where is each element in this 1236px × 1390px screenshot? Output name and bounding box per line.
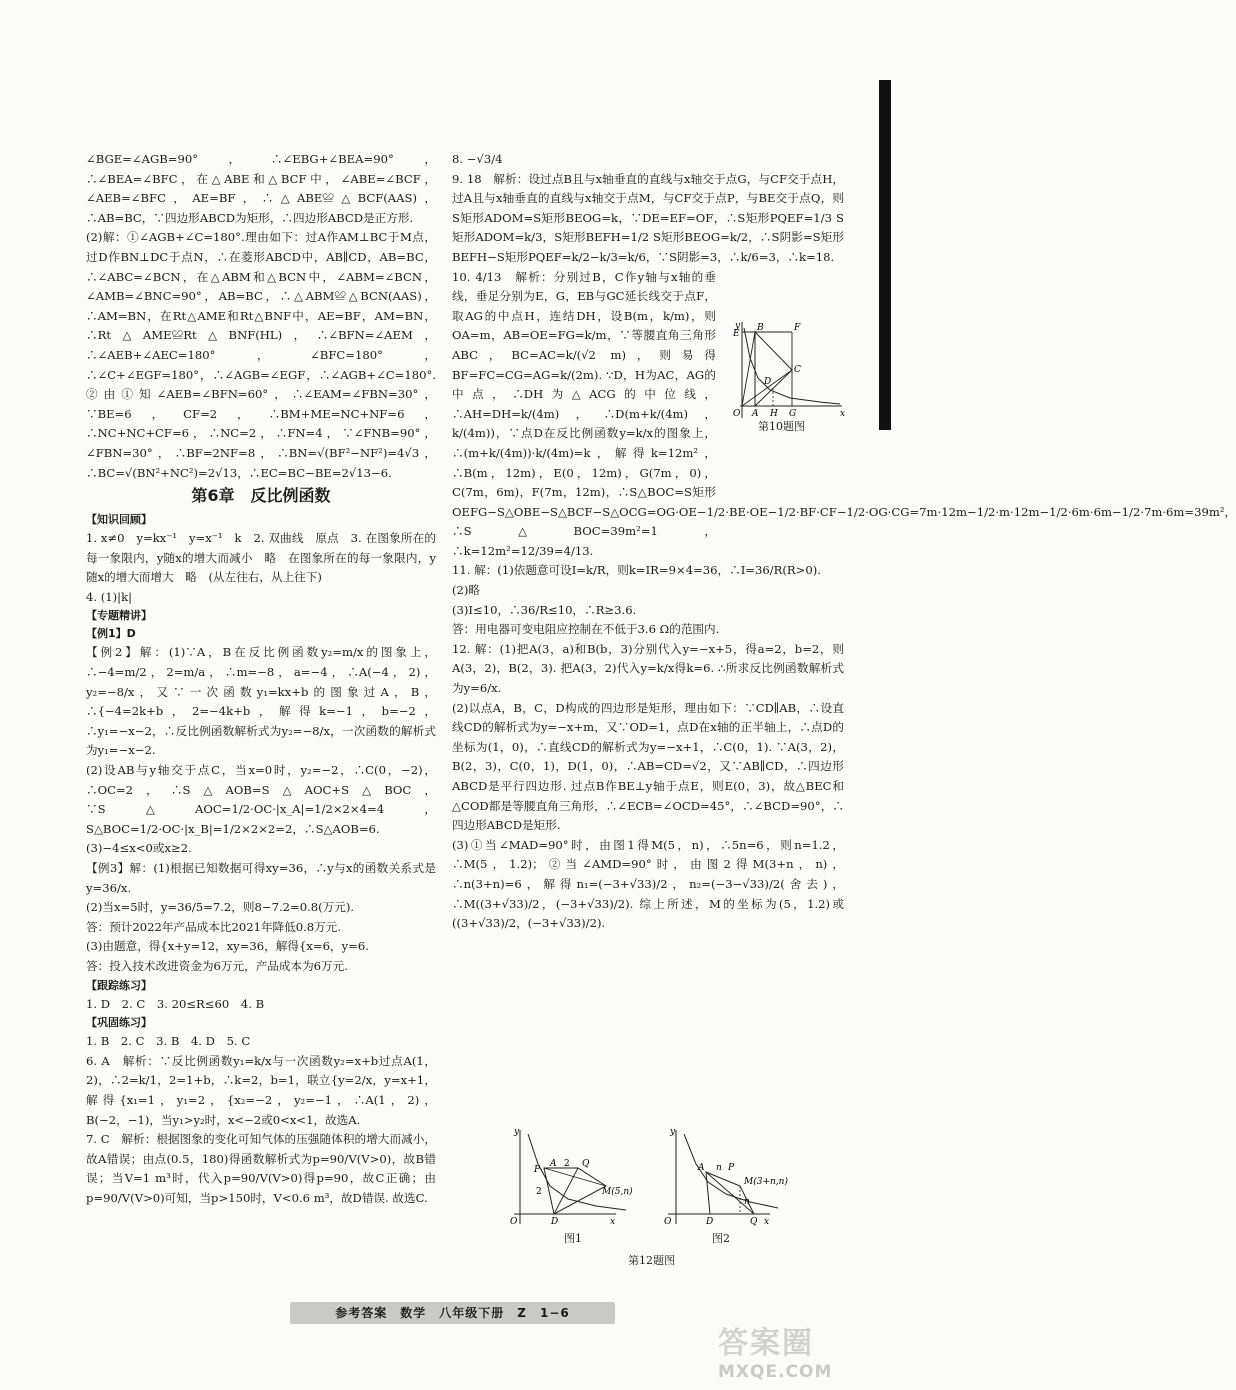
fig12-2-label: M(3+n,n) bbox=[744, 1177, 788, 1187]
fig10-label: x bbox=[840, 409, 846, 419]
section-heading: 【巩固练习】 bbox=[86, 1016, 152, 1030]
paragraph: 7. C 解析：根据图象的变化可知气体的压强随体积的增大而减小，故A错误；由点(0.5，180)得函数解析式为p=90/V(V>0)，故B错误；当V=1 m³时，代入p=90/V(V>0)得p=90，故C正确；由p=90/V(V>0)可知，当p>150时，V<0.6 m³，故D错误. 故选C. bbox=[86, 1132, 436, 1205]
fig12-2-label: n bbox=[716, 1163, 722, 1173]
figure-caption: 图1 bbox=[564, 1232, 582, 1245]
paragraph: (3)由题意，得{x+y=12，xy=36，解得{x=6，y=6. bbox=[86, 939, 369, 954]
paragraph: 答：投入技术改进资金为6万元，产品成本为6万元. bbox=[86, 958, 348, 973]
figure-q10-diagram bbox=[730, 318, 850, 428]
fig10-label: O bbox=[733, 409, 741, 419]
fig10-label: F bbox=[794, 323, 801, 333]
paragraph: ∠BGE=∠AGB=90°，∴∠EBG+∠BEA=90°，∴∠BEA=∠BFC，在△ABE和△BCF中，∠ABE=∠BCF，∠AEB=∠BFC，AE=BF，∴△ABE≌△BCF(AAS)，∴AB=BC，∵四边形ABCD为矩形，∴四边形ABCD是正方形. bbox=[86, 152, 436, 225]
fig12-2-label: n bbox=[744, 1197, 750, 1207]
fig10-label: A bbox=[752, 409, 759, 419]
chapter-title: 第6章 反比例函数 bbox=[191, 486, 331, 506]
paragraph: (3)−4≤x<0或x≥2. bbox=[86, 841, 192, 856]
fig12-1-label: 2 bbox=[536, 1187, 542, 1197]
paragraph: (2)解：①∠AGB+∠C=180°.理由如下：过A作AM⊥BC于M点，过D作BN⊥DC于点N，∴在菱形ABCD中，AB∥CD，AB=BC，∴∠ABC=∠BCN，在△ABM和△BCN中，∠ABM=∠BCN，∠AMB=∠BNC=90°，AB=BC，∴△ABM≌△BCN(AAS)，∴AM=BN，在Rt△AME和Rt△BNF中，AE=BF，AM=BN，∴Rt△AME≌Rt△BNF(HL)，∴∠BFN=∠AEM，∴∠AEB+∠AEC=180°，∠BFC=180°，∴∠C+∠EGF=180°，∴∠AGB=∠EGF，∴∠AGB+∠C=180°. ②由①知∠AEB=∠BFN=60°，∴∠EAM=∠FBN=30°，∵BE=6，CF=2，∴BM+ME=NC+NF=6，∴NC+NC+CF=6，∴NC=2，∴FN=4，∵∠FNB=90°，∠FBN=30°，∴BF=2NF=8，∴BN=√(BF²−NF²)=4√3，∴BC=√(BN²+NC²)=2√13，∴EC=BC−BE=2√13−6. bbox=[86, 230, 436, 480]
fig12-2-label: O bbox=[664, 1217, 672, 1227]
figure-q12-2 bbox=[660, 1124, 810, 1245]
section-heading: 【专题精讲】 bbox=[86, 609, 152, 623]
fig10-label: C bbox=[794, 365, 801, 375]
answer-line: 4. (1)|k| bbox=[86, 589, 133, 604]
fig12-2-label: x bbox=[764, 1217, 770, 1227]
section-heading: 【知识回顾】 bbox=[86, 513, 152, 527]
figure-q10 bbox=[730, 318, 850, 433]
paragraph: (3)I≤10，∴36/R≤10，∴R≥3.6. bbox=[452, 602, 637, 617]
fig12-1-label: x bbox=[610, 1217, 616, 1227]
paragraph: 【例2】解：(1)∵A，B在反比例函数y₂=m/x的图象上，∴−4=m/2，2=m/a，∴m=−8，a=−4，∴A(−4，2)，y₂=−8/x，又∵一次函数y₁=kx+b的图象过A，B，∴{−4=2k+b，2=−4k+b，解得k=−1，b=−2，∴y₁=−x−2，∴反比例函数解析式为y₂=−8/x，一次函数的解析式为y₁=−x−2. bbox=[86, 645, 436, 758]
page-footer: 参考答案 数学 八年级下册 Z 1−6 bbox=[290, 1302, 615, 1324]
fig12-2-label: A bbox=[698, 1163, 705, 1173]
fig12-1-label: D bbox=[551, 1217, 559, 1227]
paragraph: 10. 4/13 解析：分别过B，C作y轴与x轴的垂线，垂足分别为E，G，EB与GC延长线交于点F，取AG的中点H，连结DH，设B(m，k/m)，则OA=m，AB=OE=FG=k/m，∵等腰直角三角形ABC，BC=AC=k/(√2 m)，则易得BF=FC=CG=AG=k/(2m). ∵D，H为AC，AG的中点，∴DH为△ACG的中位线，∴AH=DH=k/(4m)，∴D(m+k/(4m)，k/(4m))，∵点D在反比例函数y=k/x的图象上，∴(m+k/(4m))·k/(4m)=k，解得k=12m²，∴B(m，12m)，E(0，12m)，G(7m，0)，C(7m，6m)，F(7m，12m)，∴S△BOC=S矩形OEFG−S△OBE−S△BCF−S△OCG=OG·OE−1/2·BE·OE−1/2·BF·CF−1/2·OG·CG=7m·12m−1/2·m·12m−1/2·6m·6m−1/2·7m·6m=39m²，∴S△BOC=39m²=1，∴k=12m²=12/39=4/13. bbox=[452, 269, 1236, 558]
paragraph: 9. 18 解析：设过点B且与x轴垂直的直线与x轴交于点G，与CF交于点H，过A且与x轴垂直的直线与x轴交于点M，与CF交于点P，与BE交于点Q，则S矩形ADOM=S矩形BEOG=k，∵DE=EF=OF，∴S矩形PQEF=1/3 S矩形ADOM=k/3，S矩形BEFH=1/2 S矩形BEOG=k/2，∴S阴影=S矩形BEFH−S矩形PQEF=k/2−k/3=k/6，∵S阴影=3，∴k/6=3，∴k=18. bbox=[452, 171, 844, 264]
paragraph: (2)设AB与y轴交于点C，当x=0时，y₂=−2，∴C(0，−2)，∴OC=2，∴S△AOB=S△AOC+S△BOC，∵S△AOC=1/2·OC·|x_A|=1/2×2×4=4，S△BOC=1/2·OC·|x_B|=1/2×2×2=2，∴S△AOB=6. bbox=[86, 763, 436, 836]
fig12-1-label: Q bbox=[582, 1159, 590, 1169]
left-column bbox=[86, 150, 436, 1209]
fig10-label: B bbox=[757, 323, 764, 333]
fig12-1-label: y bbox=[514, 1127, 520, 1137]
figure-q12-1-diagram bbox=[506, 1124, 656, 1230]
paragraph: 【例3】解：(1)根据已知数据可得xy=36，∴y与x的函数关系式是y=36/x. bbox=[86, 861, 436, 895]
figure-caption: 图2 bbox=[712, 1232, 730, 1245]
fig12-1-label: O bbox=[510, 1217, 518, 1227]
example-1: 【例1】D bbox=[86, 627, 136, 641]
fig12-2-label: D bbox=[706, 1217, 714, 1227]
fig12-1-label: M(5,n) bbox=[602, 1187, 633, 1197]
paragraph: (2)略 bbox=[452, 583, 481, 598]
fig12-2-label: y bbox=[670, 1127, 676, 1137]
fig12-1-label: 2 bbox=[564, 1159, 570, 1169]
paragraph: 答：用电器可变电阻应控制在不低于3.6 Ω的范围内. bbox=[452, 622, 720, 637]
paragraph: 11. 解：(1)依题意可设I=k/R，则k=IR=9×4=36，∴I=36/R(R>0). bbox=[452, 563, 821, 578]
paragraph: 12. 解：(1)把A(3，a)和B(b，3)分别代入y=−x+5，得a=2，b=2，则A(3，2)，B(2，3). 把A(3，2)代入y=k/x得k=6. ∴所求反比例函数解析式为y=6/x. bbox=[452, 641, 844, 696]
right-column bbox=[452, 150, 1236, 934]
fig10-label: G bbox=[789, 409, 797, 419]
paragraph: 答：预计2022年产品成本比2021年降低0.8万元. bbox=[86, 919, 342, 934]
paragraph: (2)以点A，B，C，D构成的四边形是矩形，理由如下：∵CD∥AB，∴设直线CD的解析式为y=−x+m，又∵OD=1，点D在x轴的正半轴上，∴点D的坐标为(1，0)，∴直线CD的解析式为y=−x+1，∴C(0，1). ∵A(3，2)，B(2，3)，C(0，1)，D(1，0)，∴AB=CD=√2，又∵AB∥CD，∴四边形ABCD是平行四边形. 过点B作BE⊥y轴于点E，则E(0，3)，故△BEC和△COD都是等腰直角三角形，∴∠ECB=∠OCD=45°，∴∠BCD=90°，∴四边形ABCD是矩形. bbox=[452, 700, 844, 833]
watermark-logo: 答案圈 bbox=[718, 1326, 814, 1361]
paragraph: (2)当x=5时，y=36/5=7.2，则8−7.2=0.8(万元). bbox=[86, 900, 355, 915]
fig12-1-label: P bbox=[534, 1165, 541, 1175]
fig12-2-label: Q bbox=[750, 1217, 758, 1227]
answer-line: 1. B 2. C 3. B 4. D 5. C bbox=[86, 1034, 251, 1049]
answer-line: 8. −√3/4 bbox=[452, 152, 503, 166]
fig12-1-label: A bbox=[550, 1159, 557, 1169]
fig12-2-label: P bbox=[728, 1163, 735, 1173]
paragraph: 6. A 解析：∵反比例函数y₁=k/x与一次函数y₂=x+b过点A(1，2)，∴2=k/1，2=1+b，∴k=2，b=1，联立{y=2/x，y=x+1，解得{x₁=1，y₁=2，{x₂=−2，y₂=−1，∴A(1，2)，B(−2，−1)，当y₁>y₂时，x<−2或0<x<1，故选A. bbox=[86, 1053, 436, 1127]
answer-line: 1. x≠0 y=kx⁻¹ y=x⁻¹ k 2. 双曲线 原点 3. 在图象所在的每一象限内，y随x的增大而减小 略 在图象所在的每一象限内，y随x的增大而增大 略 (从左往右，从上往下) bbox=[86, 531, 436, 585]
section-heading: 【跟踪练习】 bbox=[86, 978, 152, 992]
paragraph: (3)①当∠MAD=90°时，由图1得M(5，n)，∴5n=6，则n=1.2，∴M(5，1.2)；②当∠AMD=90°时，由图2得M(3+n，n)，∴n(3+n)=6，解得n₁=(−3+√33)/2，n₂=(−3−√33)/2(舍去)，∴M((3+√33)/2，(−3+√33)/2). 综上所述，M的坐标为(5，1.2)或((3+√33)/2，(−3+√33)/2). bbox=[452, 837, 844, 931]
fig10-label: D bbox=[764, 377, 772, 387]
figure-q12-2-diagram bbox=[660, 1124, 810, 1230]
answer-line: 1. D 2. C 3. 20≤R≤60 4. B bbox=[86, 996, 265, 1011]
page-edge-bar bbox=[879, 80, 891, 430]
fig10-label: H bbox=[770, 409, 778, 419]
fig10-label: E bbox=[733, 329, 740, 339]
figure-caption: 第10题图 bbox=[758, 420, 805, 433]
watermark-url: MXQE.COM bbox=[718, 1362, 833, 1382]
fig10-label: y bbox=[735, 321, 741, 331]
figure-caption: 第12题图 bbox=[628, 1254, 675, 1267]
figure-q12-1 bbox=[506, 1124, 656, 1245]
watermark bbox=[718, 1318, 888, 1380]
